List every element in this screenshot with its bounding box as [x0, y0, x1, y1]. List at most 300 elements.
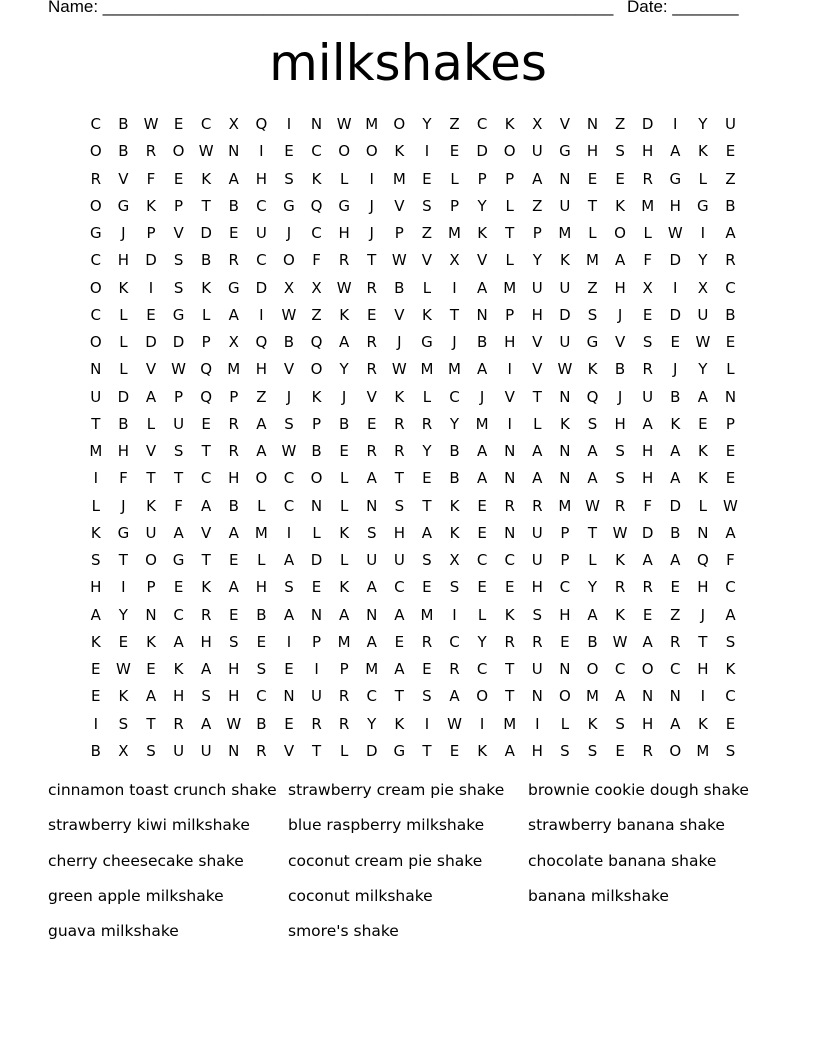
- grid-letter: J: [479, 387, 485, 406]
- grid-letter: A: [670, 442, 681, 460]
- grid-row: [82, 384, 744, 411]
- grid-letter: V: [394, 196, 405, 215]
- grid-letter: H: [697, 660, 709, 678]
- grid-letter: V: [283, 741, 295, 760]
- grid-letter: F: [643, 496, 652, 515]
- grid-letter: E: [670, 578, 680, 597]
- grid-letter: O: [669, 741, 682, 760]
- grid-letter: K: [394, 142, 405, 161]
- name-field-label: Name: ______________________________________________________: [48, 0, 614, 16]
- grid-letter: E: [422, 169, 432, 188]
- grid-letter: K: [118, 687, 129, 706]
- grid-letter: S: [118, 714, 129, 733]
- grid-row: [82, 138, 744, 165]
- grid-letter: U: [145, 523, 157, 542]
- grid-letter: E: [229, 605, 239, 624]
- grid-letter: A: [587, 442, 598, 460]
- grid-letter: B: [118, 115, 129, 133]
- grid-letter: F: [174, 496, 183, 515]
- grid-letter: U: [173, 414, 185, 433]
- grid-letter: K: [201, 169, 212, 188]
- grid-letter: M: [558, 224, 572, 242]
- grid-letter: C: [90, 305, 102, 324]
- grid-letter: Q: [255, 115, 268, 133]
- grid-letter: V: [201, 523, 212, 542]
- grid-letter: G: [697, 196, 709, 215]
- grid-letter: Y: [422, 115, 432, 133]
- grid-letter: E: [642, 305, 653, 324]
- grid-letter: Y: [477, 632, 487, 651]
- grid-letter: R: [338, 251, 350, 270]
- grid-letter: Z: [256, 387, 267, 406]
- grid-letter: S: [146, 741, 156, 760]
- grid-letter: K: [339, 523, 350, 542]
- grid-letter: N: [559, 660, 571, 678]
- grid-letter: M: [448, 360, 461, 379]
- grid-letter: X: [697, 278, 708, 297]
- grid-letter: P: [229, 387, 239, 406]
- grid-letter: C: [173, 605, 184, 624]
- grid-letter: P: [146, 224, 156, 242]
- grid-letter: K: [118, 278, 129, 297]
- grid-letter: H: [228, 469, 240, 488]
- grid-letter: S: [366, 523, 377, 542]
- grid-letter: E: [477, 523, 487, 542]
- grid-letter: K: [697, 442, 708, 460]
- grid-letter: H: [117, 442, 130, 460]
- grid-letter: Y: [698, 115, 708, 133]
- grid-letter: A: [201, 496, 212, 515]
- grid-letter: W: [391, 360, 407, 379]
- grid-letter: S: [532, 605, 543, 624]
- grid-letter: R: [532, 632, 543, 651]
- grid-letter: A: [725, 523, 736, 542]
- grid-letter: A: [614, 687, 626, 706]
- grid-letter: K: [90, 632, 101, 651]
- grid-letter: E: [725, 142, 736, 161]
- grid-letter: A: [256, 442, 267, 460]
- grid-letter: B: [670, 387, 681, 406]
- grid-letter: A: [642, 551, 653, 569]
- grid-letter: C: [725, 578, 736, 597]
- grid-letter: C: [200, 115, 212, 133]
- grid-letter: N: [504, 442, 516, 460]
- grid-letter: L: [119, 333, 128, 351]
- grid-letter: P: [201, 333, 211, 351]
- grid-letter: R: [145, 142, 157, 161]
- grid-letter: B: [118, 142, 129, 161]
- word-list-item: smore's shake: [288, 922, 399, 941]
- grid-letter: E: [284, 142, 294, 161]
- grid-letter: H: [697, 578, 709, 597]
- grid-letter: T: [118, 551, 128, 569]
- grid-letter: W: [557, 360, 573, 379]
- grid-letter: G: [669, 169, 682, 188]
- grid-row: [82, 602, 744, 629]
- grid-letter: S: [201, 687, 211, 706]
- grid-letter: N: [504, 523, 516, 542]
- grid-letter: N: [476, 305, 488, 324]
- grid-letter: K: [587, 714, 598, 733]
- grid-letter: E: [229, 551, 239, 569]
- grid-letter: C: [614, 660, 626, 678]
- grid-letter: N: [310, 496, 323, 515]
- grid-letter: M: [503, 278, 517, 297]
- grid-letter: O: [310, 360, 323, 379]
- grid-letter: S: [587, 414, 598, 433]
- grid-letter: W: [281, 442, 297, 460]
- grid-letter: D: [669, 305, 682, 324]
- grid-letter: R: [394, 442, 405, 460]
- grid-letter: B: [118, 414, 129, 433]
- grid-letter: H: [228, 687, 240, 706]
- grid-row: [82, 275, 744, 302]
- grid-letter: P: [725, 414, 735, 433]
- grid-letter: I: [535, 714, 540, 733]
- grid-letter: S: [284, 578, 294, 597]
- grid-letter: K: [422, 305, 432, 324]
- grid-letter: L: [201, 305, 211, 324]
- grid-letter: A: [532, 169, 543, 188]
- grid-letter: E: [173, 578, 184, 597]
- grid-letter: H: [393, 523, 405, 542]
- grid-letter: U: [559, 196, 571, 215]
- grid-letter: C: [476, 660, 488, 678]
- grid-row: [82, 302, 744, 329]
- grid-letter: H: [614, 414, 626, 433]
- grid-letter: C: [725, 687, 736, 706]
- grid-letter: H: [531, 305, 543, 324]
- grid-letter: A: [670, 142, 681, 161]
- grid-letter: H: [228, 660, 240, 678]
- grid-letter: J: [121, 224, 126, 242]
- grid-letter: P: [339, 660, 349, 678]
- grid-letter: M: [448, 224, 461, 242]
- grid-letter: A: [256, 414, 267, 433]
- grid-letter: P: [174, 196, 184, 215]
- grid-letter: V: [532, 333, 543, 351]
- grid-letter: Q: [200, 360, 213, 379]
- grid-letter: O: [89, 196, 102, 215]
- grid-letter: W: [336, 278, 352, 297]
- grid-letter: E: [91, 660, 101, 678]
- grid-letter: K: [146, 196, 156, 215]
- grid-letter: X: [642, 278, 653, 297]
- grid-letter: A: [228, 523, 239, 542]
- grid-letter: E: [670, 333, 680, 351]
- grid-letter: W: [115, 660, 131, 678]
- grid-letter: N: [310, 115, 323, 133]
- grid-letter: N: [559, 442, 571, 460]
- grid-letter: G: [172, 305, 185, 324]
- grid-letter: M: [475, 414, 489, 433]
- grid-letter: U: [642, 387, 654, 406]
- grid-row: [82, 683, 744, 710]
- grid-letter: Q: [310, 196, 323, 215]
- grid-letter: B: [201, 251, 212, 270]
- grid-letter: C: [256, 196, 267, 215]
- grid-letter: B: [394, 278, 405, 297]
- grid-letter: D: [669, 251, 682, 270]
- grid-letter: S: [615, 469, 625, 488]
- grid-letter: M: [420, 605, 434, 624]
- grid-letter: C: [476, 551, 488, 569]
- grid-letter: A: [532, 442, 543, 460]
- grid-letter: A: [421, 523, 433, 542]
- grid-letter: B: [476, 333, 488, 351]
- grid-letter: O: [558, 687, 571, 706]
- grid-letter: T: [146, 714, 156, 733]
- grid-letter: E: [725, 442, 736, 460]
- grid-letter: O: [503, 142, 516, 161]
- grid-letter: H: [642, 714, 654, 733]
- grid-letter: M: [641, 196, 655, 215]
- grid-letter: D: [200, 224, 212, 242]
- grid-letter: K: [311, 169, 322, 188]
- grid-letter: G: [117, 523, 130, 542]
- grid-letter: I: [259, 305, 264, 324]
- grid-letter: D: [310, 551, 323, 569]
- grid-letter: L: [505, 251, 514, 270]
- grid-letter: H: [90, 578, 102, 597]
- grid-letter: D: [641, 115, 654, 133]
- grid-letter: Y: [449, 414, 460, 433]
- grid-letter: P: [477, 169, 487, 188]
- grid-letter: Q: [200, 387, 213, 406]
- grid-letter: I: [507, 414, 512, 433]
- grid-letter: I: [286, 115, 292, 133]
- grid-letter: R: [366, 442, 377, 460]
- grid-letter: N: [90, 360, 102, 379]
- grid-letter: I: [452, 278, 457, 297]
- grid-letter: X: [311, 278, 322, 297]
- grid-letter: F: [312, 251, 321, 270]
- grid-letter: B: [283, 333, 295, 351]
- grid-letter: L: [698, 169, 708, 188]
- grid-letter: J: [286, 387, 292, 406]
- grid-letter: K: [615, 605, 625, 624]
- grid-letter: G: [117, 196, 130, 215]
- grid-letter: C: [725, 278, 736, 297]
- grid-letter: A: [670, 551, 681, 569]
- grid-letter: K: [587, 360, 598, 379]
- grid-letter: W: [198, 142, 214, 161]
- grid-letter: U: [200, 741, 212, 760]
- grid-letter: I: [286, 523, 292, 542]
- grid-row: [82, 711, 744, 738]
- grid-letter: K: [449, 496, 460, 515]
- grid-letter: H: [255, 360, 267, 379]
- grid-letter: R: [642, 578, 653, 597]
- grid-letter: T: [201, 442, 211, 460]
- grid-letter: P: [174, 387, 184, 406]
- grid-letter: C: [366, 687, 377, 706]
- grid-letter: M: [696, 741, 710, 760]
- grid-letter: L: [339, 551, 349, 569]
- word-column: [528, 778, 749, 919]
- grid-letter: I: [314, 660, 319, 678]
- grid-letter: T: [505, 687, 515, 706]
- word-list-item: banana milkshake: [528, 886, 669, 905]
- grid-letter: Z: [421, 224, 433, 242]
- grid-letter: Z: [532, 196, 543, 215]
- grid-row: [82, 411, 744, 438]
- grid-letter: S: [449, 578, 460, 597]
- grid-letter: U: [559, 333, 571, 351]
- grid-letter: Z: [587, 278, 598, 297]
- grid-letter: E: [615, 741, 625, 760]
- word-list-item: guava milkshake: [48, 922, 179, 941]
- grid-letter: F: [643, 251, 652, 270]
- grid-letter: U: [393, 551, 405, 569]
- grid-letter: L: [477, 605, 487, 624]
- grid-row: [82, 438, 744, 465]
- grid-letter: A: [228, 169, 239, 188]
- grid-letter: E: [477, 578, 487, 597]
- word-list-item: cherry cheesecake shake: [48, 851, 244, 870]
- grid-letter: W: [695, 333, 711, 351]
- grid-letter: W: [281, 305, 297, 324]
- grid-letter: R: [421, 414, 433, 433]
- grid-letter: P: [146, 578, 156, 597]
- grid-letter: E: [422, 578, 432, 597]
- grid-letter: W: [391, 251, 407, 270]
- grid-letter: F: [119, 469, 128, 488]
- grid-letter: W: [226, 714, 242, 733]
- grid-letter: K: [477, 741, 488, 760]
- grid-letter: E: [560, 632, 570, 651]
- grid-letter: O: [476, 687, 489, 706]
- grid-letter: T: [422, 741, 432, 760]
- word-list-item: strawberry kiwi milkshake: [48, 816, 250, 835]
- grid-letter: E: [146, 660, 156, 678]
- grid-letter: R: [394, 414, 405, 433]
- grid-letter: A: [532, 469, 543, 488]
- grid-letter: K: [725, 660, 736, 678]
- grid-row: [82, 574, 744, 601]
- grid-letter: R: [614, 496, 626, 515]
- grid-letter: H: [338, 224, 350, 242]
- grid-letter: J: [452, 333, 457, 351]
- grid-row: [82, 193, 744, 220]
- grid-letter: R: [614, 578, 626, 597]
- grid-letter: A: [228, 578, 239, 597]
- grid-letter: A: [449, 687, 460, 706]
- grid-letter: E: [422, 469, 432, 488]
- grid-letter: D: [145, 333, 157, 351]
- grid-letter: K: [615, 196, 625, 215]
- grid-letter: S: [284, 169, 294, 188]
- grid-letter: W: [447, 714, 462, 733]
- grid-letter: H: [504, 333, 516, 351]
- grid-letter: A: [366, 632, 377, 651]
- grid-letter: T: [173, 469, 184, 488]
- grid-letter: O: [172, 142, 185, 161]
- grid-row: [82, 247, 744, 274]
- grid-letter: S: [642, 333, 653, 351]
- grid-letter: A: [339, 605, 350, 624]
- grid-letter: W: [667, 224, 683, 242]
- grid-row: [82, 329, 744, 356]
- grid-letter: E: [587, 169, 598, 188]
- grid-letter: E: [449, 741, 460, 760]
- grid-letter: S: [173, 278, 184, 297]
- grid-letter: R: [421, 632, 433, 651]
- grid-letter: W: [171, 360, 186, 379]
- grid-letter: C: [90, 251, 102, 270]
- grid-letter: H: [642, 442, 654, 460]
- grid-letter: Q: [255, 333, 268, 351]
- grid-letter: U: [697, 305, 709, 324]
- grid-letter: K: [697, 469, 708, 488]
- grid-letter: E: [698, 414, 708, 433]
- grid-row: [82, 220, 744, 247]
- grid-letter: T: [146, 469, 156, 488]
- grid-letter: X: [228, 333, 239, 351]
- grid-letter: K: [670, 414, 681, 433]
- grid-letter: N: [504, 469, 516, 488]
- grid-letter: B: [256, 605, 267, 624]
- grid-letter: L: [312, 523, 321, 542]
- grid-letter: S: [422, 551, 432, 569]
- grid-letter: Y: [587, 578, 598, 597]
- grid-letter: S: [615, 142, 625, 161]
- grid-letter: R: [504, 496, 515, 515]
- grid-letter: A: [670, 469, 681, 488]
- grid-letter: E: [394, 632, 405, 651]
- grid-letter: V: [476, 251, 488, 270]
- grid-letter: C: [256, 251, 267, 270]
- grid-letter: A: [201, 714, 212, 733]
- grid-letter: F: [726, 551, 735, 569]
- grid-letter: R: [338, 714, 350, 733]
- grid-letter: E: [422, 660, 432, 678]
- grid-letter: K: [311, 387, 322, 406]
- grid-letter: N: [228, 142, 240, 161]
- grid-letter: F: [146, 169, 156, 188]
- grid-letter: T: [698, 632, 708, 651]
- grid-letter: S: [422, 687, 432, 706]
- grid-letter: S: [560, 741, 570, 760]
- grid-letter: Z: [311, 305, 322, 324]
- grid-letter: T: [311, 741, 322, 760]
- grid-letter: B: [449, 469, 460, 488]
- grid-letter: R: [642, 360, 653, 379]
- grid-letter: R: [228, 442, 239, 460]
- grid-letter: H: [255, 578, 267, 597]
- grid-letter: R: [670, 632, 681, 651]
- grid-letter: T: [587, 196, 598, 215]
- grid-letter: N: [697, 523, 709, 542]
- grid-letter: O: [310, 469, 323, 488]
- grid-letter: V: [173, 224, 184, 242]
- grid-letter: O: [283, 251, 295, 270]
- grid-letter: V: [394, 305, 405, 324]
- grid-letter: T: [422, 496, 432, 515]
- grid-letter: U: [531, 551, 543, 569]
- grid-letter: G: [227, 278, 240, 297]
- grid-letter: D: [559, 305, 571, 324]
- grid-letter: V: [145, 360, 157, 379]
- grid-letter: R: [256, 741, 267, 760]
- grid-letter: I: [452, 605, 457, 624]
- grid-letter: W: [612, 632, 628, 651]
- grid-letter: U: [531, 660, 543, 678]
- grid-letter: S: [725, 632, 736, 651]
- grid-letter: O: [614, 224, 626, 242]
- grid-letter: L: [422, 278, 432, 297]
- grid-letter: Z: [449, 115, 460, 133]
